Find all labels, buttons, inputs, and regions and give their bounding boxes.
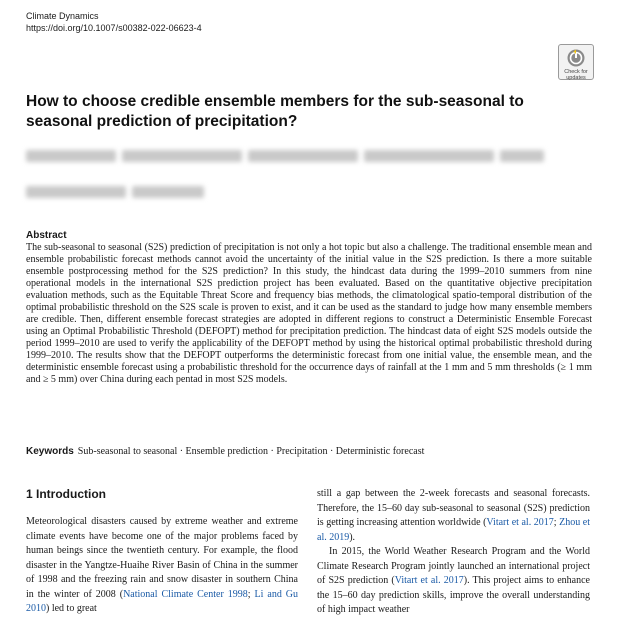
intro-text: ) led to great [46,603,97,614]
keywords [26,446,424,458]
check-for-updates-icon [566,48,586,68]
intro-text: Meteorological disasters caused by extreme weather and extreme climate events have become one of the major problems faced by human beings since the twentieth century. For example, the flood disaster in the Yangtze-Huaihe River Basin of China in the summer of 1998 and the freezing rain and snow disaster in southern China in the winter of 2008 ( [26,516,298,600]
abstract-text: The sub-seasonal to seasonal (S2S) prediction of precipitation is not only a hot topic but also a challenge. The traditional ensemble mean and ensemble probabilistic forecast methods cannot avoid the uncertainty of the initial value in the S2S prediction. Is there a more suitable ensemble postprocessing method for the S2S prediction? In this study, the hindcast data during the 1999–2010 summers from nine operational models in the international S2S prediction project has been evaluated. Based on the quantitative objective precipitation evaluation methods, such as the Equitable Threat Score and frequency bias methods, the climatological spatio-temporal distribution of the optimal probabilistic threshold on the S2S scale is proven to exist, and it can be used as the standard to judge how many ensemble members are credible. Then, different ensemble forecast strategies are adopted in different regions to construct a Deterministic Ensemble Forecast using an Optimal Probabilistic Threshold (DEFOPT) method for precipitation prediction. The hindcast data of eight S2S models outside the period 1999–2010 are used to verify the applicability of the DEFOPT method by using the historical optimal probabilistic threshold during 1999–2010. The results show that the DEFOPT outperforms the deterministic forecast from one initial value, the ensemble mean, and the deterministic ensemble forecast using a probabilistic threshold for the occurrence days of rainfall at the 1 mm and 5 mm thresholds (≥ 1 mm and ≥ 5 mm) over China during each pentad in most S2S models. [26,242,592,385]
journal-name: Climate Dynamics [26,11,99,21]
intro-text: ). [349,531,356,543]
redacted-authors-line-2 [26,186,126,198]
doi-link[interactable]: https://doi.org/10.1007/s00382-022-06623-4 [26,23,202,33]
check-for-updates-badge[interactable] [558,44,594,80]
redacted-authors-line-1d [364,150,494,162]
keywords-label: Keywords [26,446,74,457]
introduction-right-paragraph-1 [317,487,590,545]
abstract-heading: Abstract [26,230,67,241]
article-title: How to choose credible ensemble members for the sub-seasonal to seasonal prediction of precipitation? [26,93,524,130]
reference-link[interactable]: Vitart et al. 2017 [394,575,464,586]
redacted-authors-line-1c [248,150,358,162]
intro-text: ; [247,588,255,600]
intro-text: ). This project aims to enhance the 15–60 day prediction skills, improve the overall understanding of high impact weather [317,575,590,615]
redacted-authors-line-1 [26,150,116,162]
reference-link[interactable]: Vitart et al. 2017 [486,517,554,528]
intro-text: still a gap between the 2-week forecasts and seasonal forecasts. Therefore, the 15–60 day sub-seasonal to seasonal (S2S) prediction is getting increasing attention worldwide ( [317,488,590,528]
reference-link[interactable]: National Climate Center 1998 [123,588,248,600]
reference-link[interactable]: Zhou et al. 2019 [317,517,590,543]
introduction-heading: 1 Introduction [26,487,106,501]
redacted-authors-line-1e [500,150,544,162]
introduction-right-column [317,487,590,618]
check-for-updates-label: Check for updates [564,69,588,81]
redacted-authors-line-2b [132,186,204,198]
redacted-authors-line-1b [122,150,242,162]
introduction-left-paragraph [26,515,298,617]
keywords-list: Sub-seasonal to seasonal · Ensemble prediction · Precipitation · Deterministic forecast [77,446,425,457]
intro-text: In 2015, the World Weather Research Program and the World Climate Research Program jointly launched an international project of S2S prediction ( [317,546,590,586]
introduction-right-paragraph-2 [317,545,590,618]
reference-link[interactable]: Li and Gu 2010 [26,588,299,614]
intro-text: ; [553,517,560,528]
